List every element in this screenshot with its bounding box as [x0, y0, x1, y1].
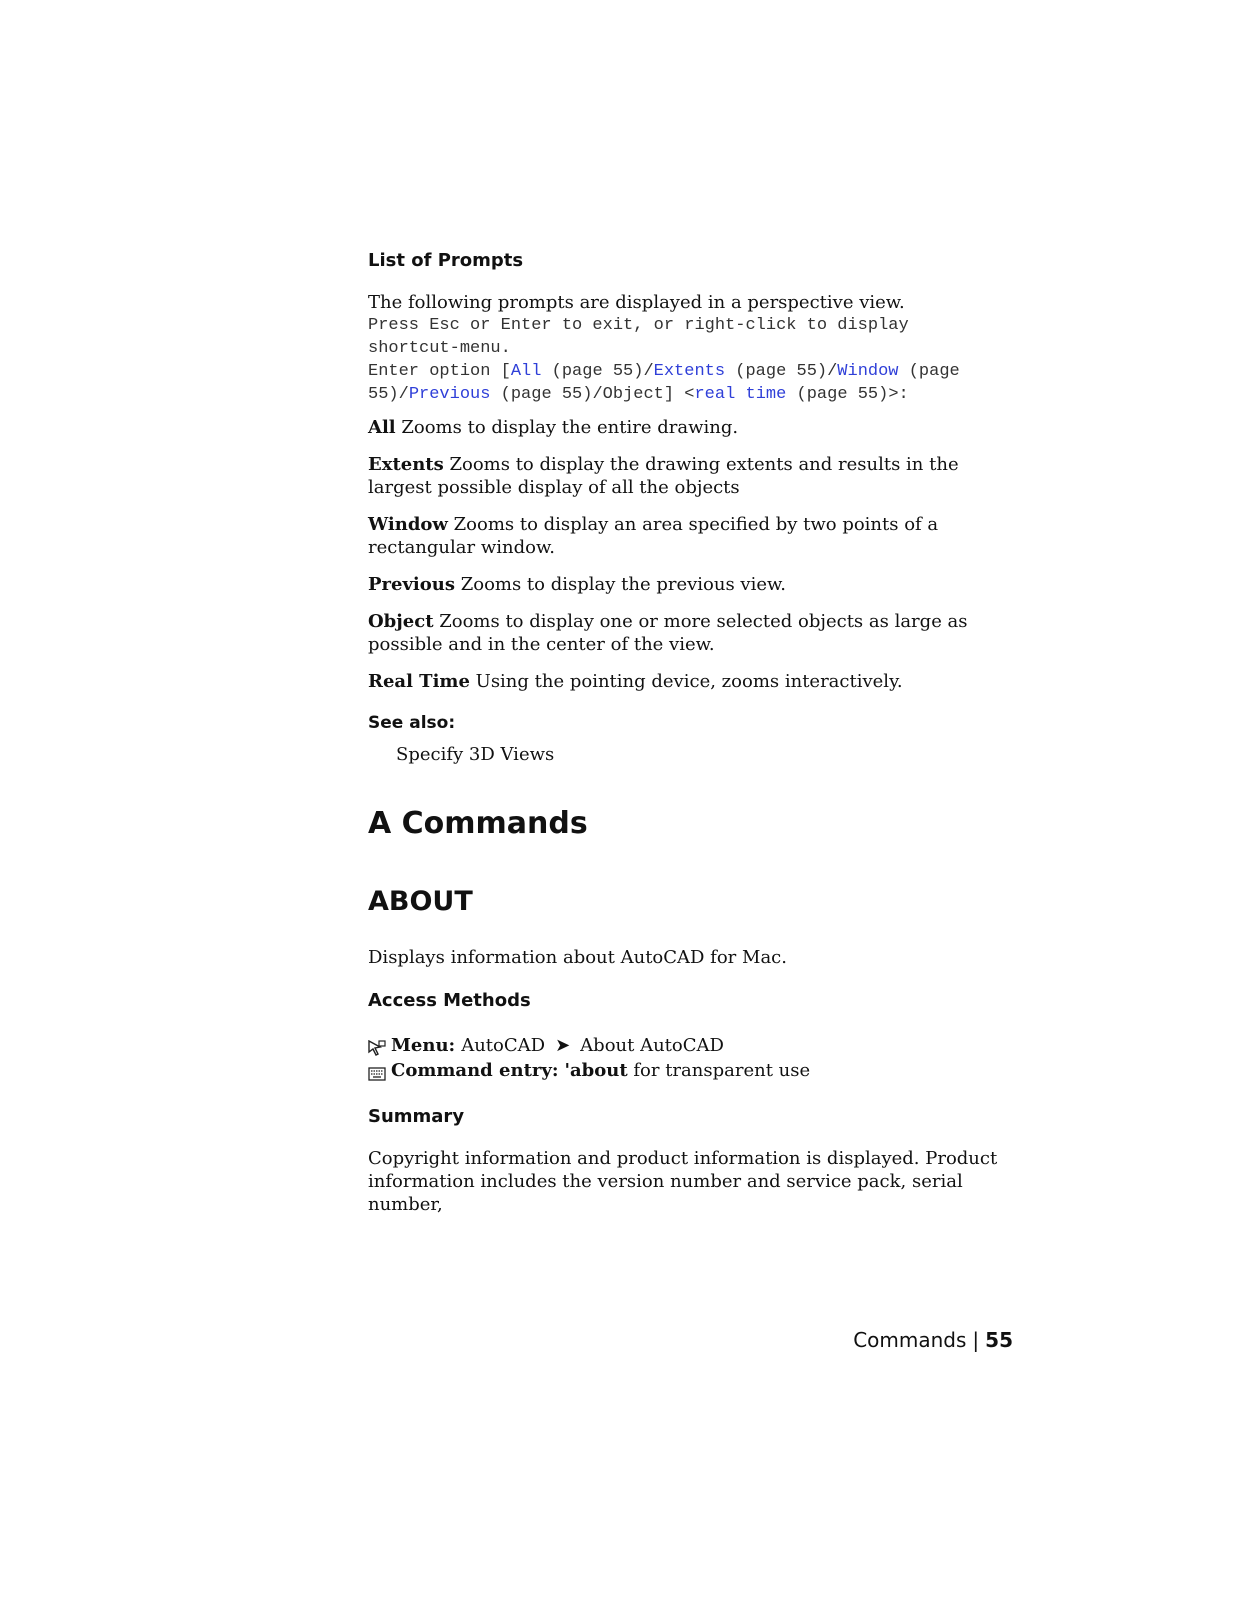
term: Window: [368, 514, 448, 535]
term: Extents: [368, 454, 444, 475]
option-text: (page 55)/: [725, 362, 838, 381]
menu-arrow-icon: ➤: [555, 1035, 571, 1056]
footer-separator: |: [972, 1328, 980, 1352]
menu-path-1: AutoCAD: [461, 1035, 546, 1056]
term: Real Time: [368, 671, 470, 692]
definition-object: [368, 610, 1013, 656]
list-of-prompts-heading: List of Prompts: [368, 250, 524, 271]
definition-text: Using the pointing device, zooms interactively.: [469, 671, 903, 692]
prompts-intro: The following prompts are displayed in a perspective view.: [368, 292, 905, 313]
link-window[interactable]: Window: [837, 362, 899, 381]
command-entry-row: [368, 1058, 1013, 1083]
prompt-line-2: shortcut-menu.: [368, 339, 511, 358]
option-text: (page 55)>:: [786, 385, 909, 404]
definition-text: Zooms to display an area specified by two points of a rectangular window.: [368, 514, 939, 558]
access-methods: [368, 1033, 1013, 1083]
definition-all: [368, 416, 1013, 439]
link-extents[interactable]: Extents: [653, 362, 726, 381]
link-previous[interactable]: Previous: [408, 385, 491, 404]
definition-text: Zooms to display the entire drawing.: [395, 417, 739, 438]
command-entry-value: 'about: [564, 1060, 628, 1081]
link-all[interactable]: All: [510, 362, 542, 381]
command-entry-suffix: for transparent use: [627, 1060, 811, 1081]
definition-extents: [368, 453, 1013, 499]
definition-text: Zooms to display one or more selected objects as large as possible and in the center of the view.: [368, 611, 968, 655]
page-number: 55: [985, 1328, 1013, 1352]
option-text: 55)/: [368, 385, 409, 404]
summary-text: Copyright information and product information is displayed. Product information includes the version number and service pack, serial number,: [368, 1148, 998, 1215]
prompt-line-1: Press Esc or Enter to exit, or right-click to display: [368, 316, 909, 335]
option-text: (page 55)/: [541, 362, 654, 381]
summary-heading: Summary: [368, 1106, 465, 1127]
footer-section: Commands: [853, 1328, 967, 1352]
option-text: (page: [898, 362, 960, 381]
content-column: [368, 249, 1013, 1216]
term: All: [368, 417, 396, 438]
menu-pointer-icon: [368, 1038, 386, 1053]
definition-text: Zooms to display the drawing extents and results in the largest possible display of all the objects: [368, 454, 959, 498]
command-title: ABOUT: [368, 886, 473, 917]
definition-previous: [368, 573, 1013, 596]
option-text: (page 55)/Object] <: [490, 385, 695, 404]
term: Object: [368, 611, 434, 632]
see-also-heading: See also:: [368, 713, 456, 733]
menu-label: Menu:: [391, 1035, 456, 1056]
link-real-time[interactable]: real time: [694, 385, 787, 404]
keyboard-icon: [368, 1063, 386, 1078]
menu-access-row: [368, 1033, 1013, 1058]
access-methods-heading: Access Methods: [368, 990, 531, 1011]
section-title: A Commands: [368, 806, 588, 841]
term: Previous: [368, 574, 455, 595]
option-line-1: [368, 360, 1013, 383]
command-description: Displays information about AutoCAD for Mac.: [368, 947, 787, 968]
option-line-2: [368, 383, 1013, 406]
definition-text: Zooms to display the previous view.: [455, 574, 787, 595]
definition-window: [368, 513, 1013, 559]
option-text: Enter option [: [368, 362, 511, 381]
menu-path-2: About AutoCAD: [580, 1035, 724, 1056]
definition-real-time: [368, 670, 1013, 693]
command-entry-label: Command entry:: [391, 1060, 559, 1081]
see-also-link[interactable]: Specify 3D Views: [396, 744, 555, 765]
definition-list: [368, 416, 1013, 693]
page-footer: [853, 1328, 1013, 1352]
